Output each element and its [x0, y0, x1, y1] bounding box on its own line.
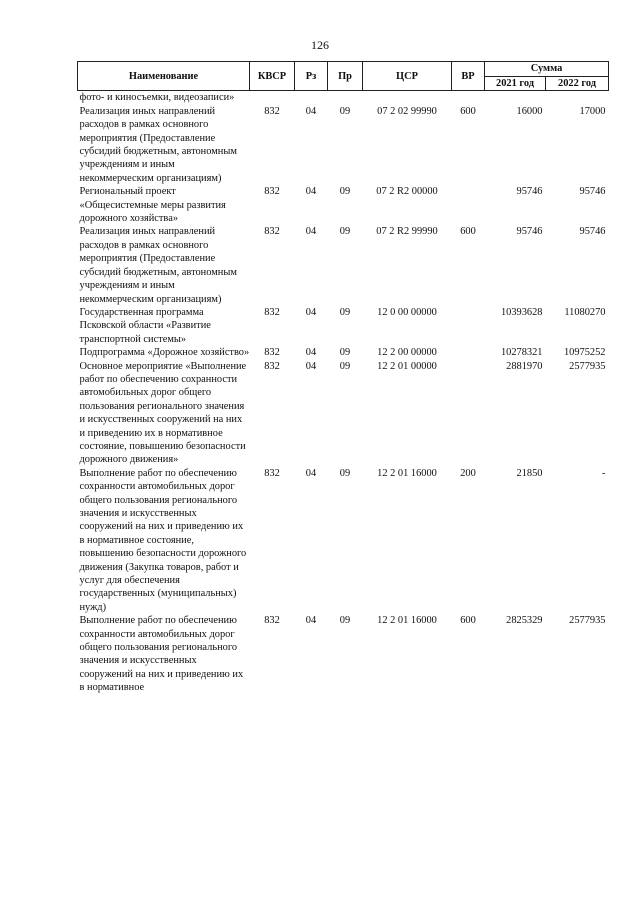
table-row — [78, 346, 609, 359]
row-vr: 600 — [460, 226, 476, 238]
row-vr — [452, 360, 485, 467]
row-kvsr: 832 — [264, 105, 280, 117]
table-row — [78, 614, 609, 694]
row-vr — [452, 185, 485, 225]
table-row — [78, 185, 609, 225]
row-name: Реализация иных направлений расходов в рамках основного мероприятия (Предоставление субсидий бюджетным, автономным учреждениям и иным некоммерческим организациям) — [79, 105, 237, 184]
row-sum-2021: 10278321 — [500, 347, 543, 359]
row-csr: 12 0 00 00000 — [377, 306, 437, 318]
row-sum-2021: 95746 — [516, 226, 543, 238]
row-vr — [452, 306, 485, 346]
header-kvsr: КВСР — [250, 62, 295, 91]
row-csr: 12 2 01 16000 — [377, 467, 437, 479]
row-vr: 200 — [460, 467, 476, 479]
row-sum-2021: 2881970 — [506, 360, 543, 372]
table-row — [78, 105, 609, 185]
header-year-2022: 2022 год — [546, 77, 609, 91]
budget-table — [77, 61, 609, 695]
continuation-text: фото- и киносъемки, видеозаписи» — [79, 92, 235, 104]
header-sum: Сумма — [485, 62, 609, 77]
row-sum-2022: - — [602, 467, 606, 479]
row-pr: 09 — [339, 186, 351, 198]
row-name: Выполнение работ по обеспечению сохранности автомобильных дорог общего пользования регионального значения и искусственных сооружений на них и приведению их в нормативное состояние, повышению безопасности дорожного движения (Закупка товаров, работ и услуг для обеспечения государственных (муниципальных) нужд) — [79, 467, 247, 613]
row-csr: 12 2 00 00000 — [377, 347, 437, 359]
row-sum-2021: 21850 — [516, 467, 543, 479]
row-name: Реализация иных направлений расходов в рамках основного мероприятия (Предоставление субсидий бюджетным, автономным учреждениям и иным некоммерческим организациям) — [79, 226, 237, 305]
header-csr: ЦСР — [363, 62, 452, 91]
row-vr — [452, 346, 485, 359]
header-year-2021: 2021 год — [485, 77, 546, 91]
row-vr: 600 — [460, 105, 476, 117]
page-number: 126 — [311, 38, 329, 52]
row-sum-2022: 11080270 — [564, 306, 606, 318]
header-pr: Пр — [328, 62, 363, 91]
row-rz: 04 — [305, 105, 317, 117]
row-sum-2022: 2577935 — [569, 360, 606, 372]
table-row — [78, 306, 609, 346]
row-name: Основное мероприятие «Выполнение работ по обеспечению сохранности автомобильных дорог общего пользования регионального значения и искусственных сооружений на них и приведению их в нормативное состояние, повышению безопасности дорожного движения» — [79, 360, 247, 466]
row-csr: 12 2 01 16000 — [377, 615, 437, 627]
row-kvsr: 832 — [264, 186, 280, 198]
row-sum-2022: 10975252 — [563, 347, 606, 359]
row-csr: 12 2 01 00000 — [377, 360, 437, 372]
row-sum-2022: 17000 — [579, 105, 606, 117]
row-pr: 09 — [339, 347, 351, 359]
continuation-row — [78, 91, 609, 105]
row-rz: 04 — [305, 360, 317, 372]
row-kvsr: 832 — [264, 226, 280, 238]
row-kvsr: 832 — [264, 306, 280, 318]
row-pr: 09 — [339, 360, 351, 372]
row-rz: 04 — [305, 347, 317, 359]
row-rz: 04 — [305, 186, 317, 198]
table-row — [78, 225, 609, 305]
row-pr: 09 — [339, 467, 351, 479]
row-pr: 09 — [339, 105, 351, 117]
row-kvsr: 832 — [264, 360, 280, 372]
row-pr: 09 — [339, 306, 351, 318]
row-csr: 07 2 R2 00000 — [376, 186, 438, 198]
row-pr: 09 — [339, 615, 351, 627]
row-name: Подпрограмма «Дорожное хозяйство» — [79, 347, 250, 359]
row-name: Государственная программа Псковской области «Развитие транспортной системы» — [79, 306, 211, 345]
row-sum-2021: 2825329 — [506, 615, 543, 627]
table-row — [78, 467, 609, 614]
table-body — [78, 91, 609, 695]
row-sum-2022: 2577935 — [569, 615, 606, 627]
header-name: Наименование — [78, 62, 250, 91]
header-vr: ВР — [452, 62, 485, 91]
row-kvsr: 832 — [264, 615, 280, 627]
row-rz: 04 — [305, 226, 317, 238]
row-rz: 04 — [305, 467, 317, 479]
row-kvsr: 832 — [264, 347, 280, 359]
row-sum-2022: 95746 — [579, 226, 606, 238]
row-name: Выполнение работ по обеспечению сохранности автомобильных дорог общего пользования регионального значения и искусственных сооружений на них и приведению их в нормативное — [79, 615, 244, 694]
row-sum-2022: 95746 — [579, 186, 606, 198]
row-csr: 07 2 R2 99990 — [376, 226, 438, 238]
row-vr: 600 — [460, 615, 476, 627]
row-kvsr: 832 — [264, 467, 280, 479]
row-name: Региональный проект «Общесистемные меры развития дорожного хозяйства» — [79, 186, 226, 225]
header-rz: Рз — [295, 62, 328, 91]
row-rz: 04 — [305, 306, 317, 318]
row-csr: 07 2 02 99990 — [377, 105, 437, 117]
row-sum-2021: 10393628 — [500, 306, 543, 318]
row-sum-2021: 95746 — [516, 186, 543, 198]
table-row — [78, 360, 609, 467]
row-rz: 04 — [305, 615, 317, 627]
row-sum-2021: 16000 — [516, 105, 543, 117]
row-pr: 09 — [339, 226, 351, 238]
